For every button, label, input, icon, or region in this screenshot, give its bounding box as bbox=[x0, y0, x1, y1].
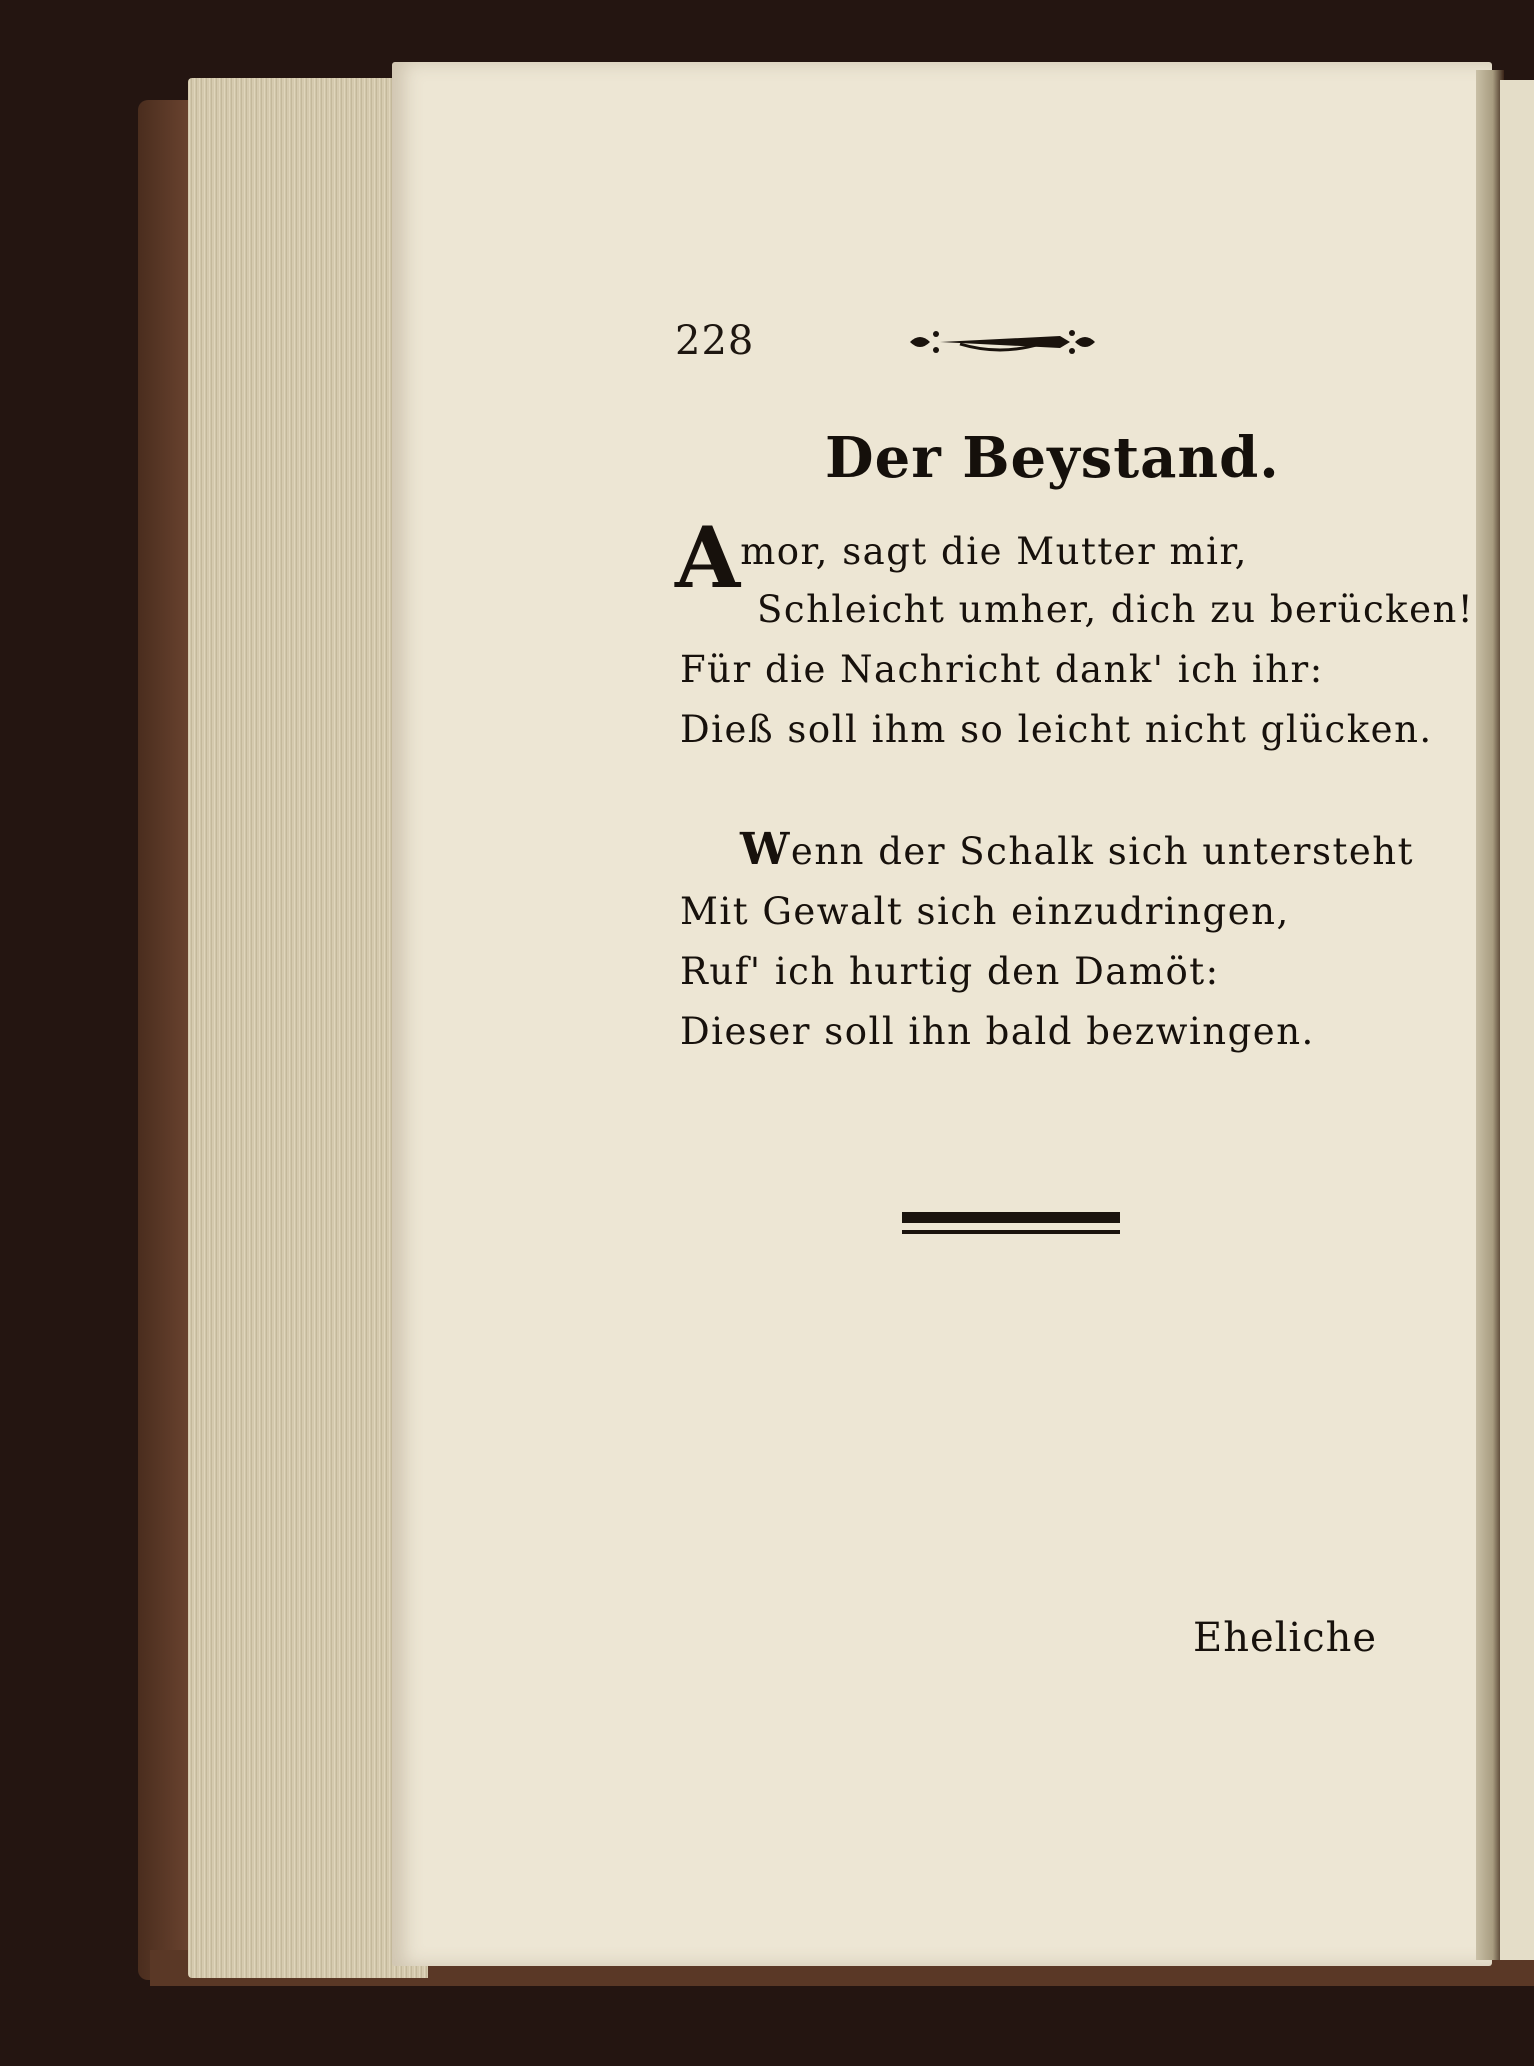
poem-title: Der Beystand. bbox=[825, 425, 1280, 491]
stanza1-line3: Für die Nachricht dank' ich ihr: bbox=[680, 648, 1324, 691]
stanza1-line2: Schleicht umher, dich zu berücken! bbox=[757, 588, 1475, 631]
stanza2-initial: W bbox=[740, 824, 791, 875]
stanza1-line1 bbox=[675, 508, 1248, 607]
catchword: Eheliche bbox=[1193, 1615, 1378, 1661]
stanza1-dropcap: A bbox=[675, 508, 741, 607]
rule-thin bbox=[902, 1230, 1120, 1234]
rule-thick bbox=[902, 1212, 1120, 1223]
stanza1-line4: Dieß soll ihm so leicht nicht glücken. bbox=[680, 708, 1433, 751]
page-number: 228 bbox=[675, 318, 755, 364]
stanza2-line2: Mit Gewalt sich einzudringen, bbox=[680, 890, 1290, 933]
stanza2-line1-text: enn der Schalk sich untersteht bbox=[790, 830, 1414, 873]
stanza2-line1 bbox=[740, 824, 1414, 875]
stanza1-line1-text: mor, sagt die Mutter mir, bbox=[740, 530, 1248, 573]
header-ornament-icon bbox=[900, 322, 1100, 362]
page-header bbox=[675, 318, 1115, 378]
stanza2-line3: Ruf' ich hurtig den Damöt: bbox=[680, 950, 1220, 993]
stanza2-line4: Dieser soll ihn bald bezwingen. bbox=[680, 1010, 1315, 1053]
facing-page-edge bbox=[1500, 80, 1534, 1960]
section-rule bbox=[902, 1212, 1120, 1238]
